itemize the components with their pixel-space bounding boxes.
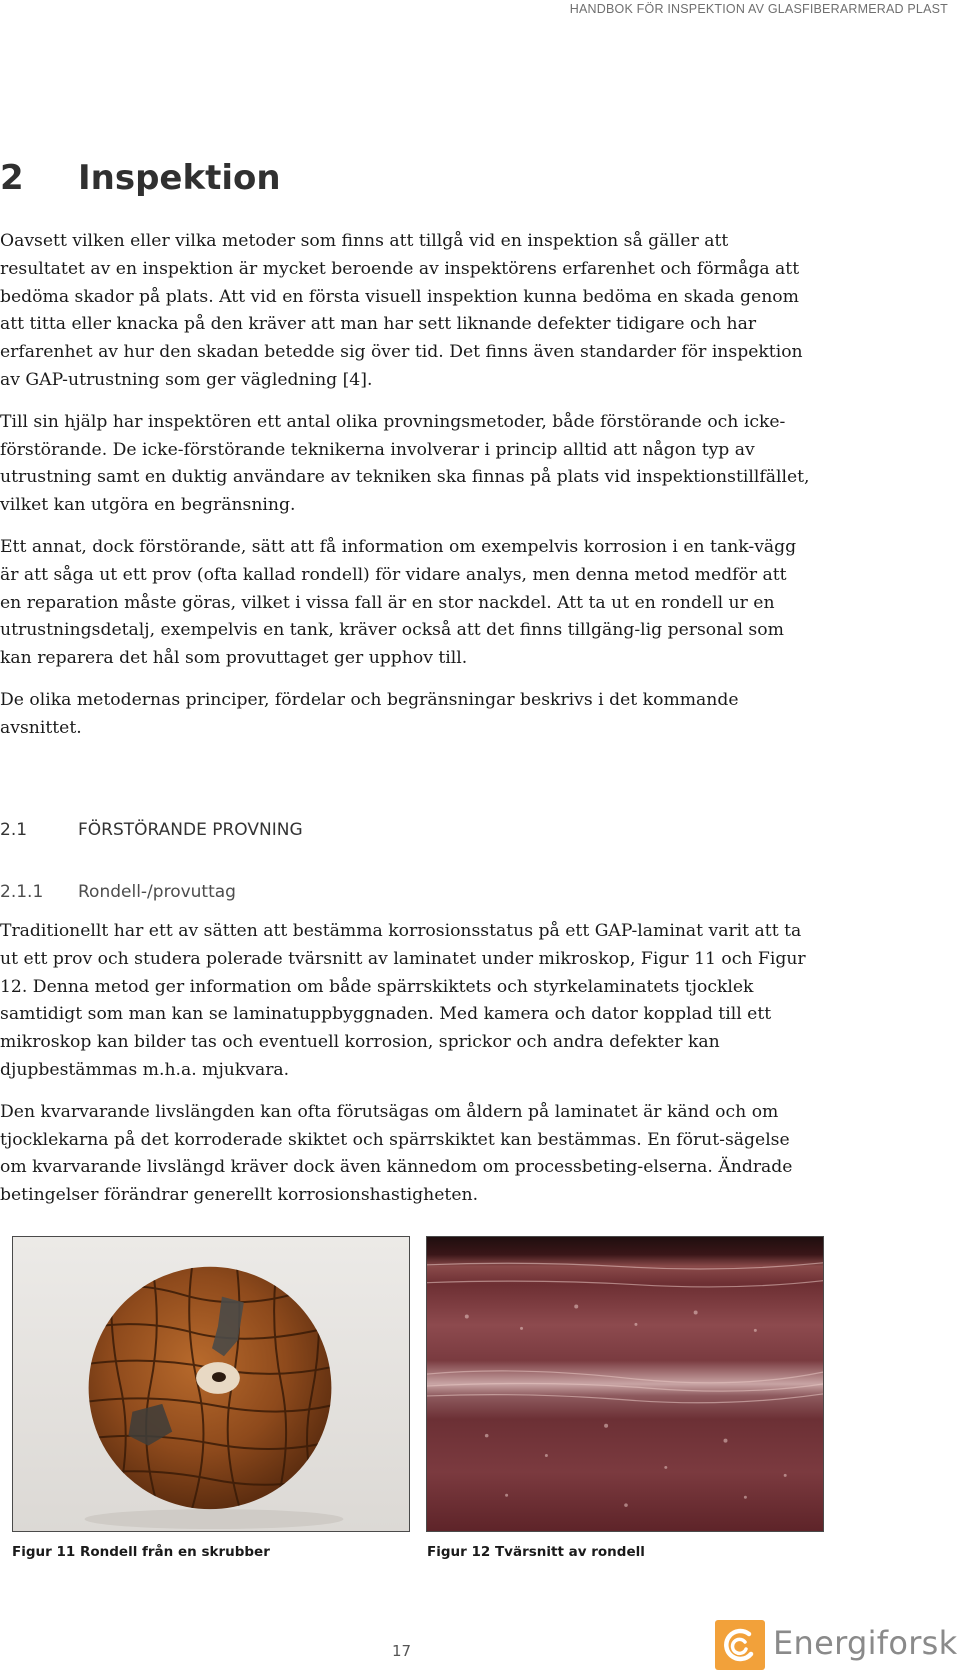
figure-11-image <box>12 1236 410 1532</box>
energiforsk-logo <box>715 1620 958 1670</box>
subsection-number: 2.1.1 <box>0 882 44 902</box>
intro-text <box>0 228 810 743</box>
figure-12-image <box>426 1236 824 1532</box>
paragraph: De olika metodernas principer, fördelar och begränsningar beskrivs i det kommande avsnittet. <box>0 689 739 738</box>
chapter-number: 2 <box>0 158 24 198</box>
cross-section-photo <box>427 1237 823 1531</box>
figure-11-caption: Figur 11 Rondell från en skrubber <box>12 1544 270 1560</box>
subsection-title: Rondell-/provuttag <box>78 882 236 902</box>
paragraph: Till sin hjälp har inspektören ett antal olika provningsmetoder, både förstörande och icke-förstörande. De icke-förstörande teknikerna involverar i princip alltid att någon typ av utrustning samt en duktig användare av tekniken ska finnas på plats vid inspektionstillfället, vilket kan utgöra en begränsning. <box>0 411 810 516</box>
subsection-heading <box>0 882 236 902</box>
energiforsk-logo-text: Energiforsk <box>773 1624 958 1662</box>
chapter-heading <box>0 158 281 198</box>
paragraph: Den kvarvarande livslängden kan ofta förutsägas om åldern på laminatet är känd och om tjocklekarna på det korroderade skiktet och spärrskiktet kan bestämmas. En förut-sägelse om kvarvarande livslängd kräver dock även kännedom om processbeting-elserna. Ändrade betingelser förändrar generellt korrosionshastigheten. <box>0 1101 793 1206</box>
rondell-photo <box>13 1237 409 1531</box>
figure-12-caption: Figur 12 Tvärsnitt av rondell <box>427 1544 645 1560</box>
section-number: 2.1 <box>0 820 28 840</box>
page-number: 17 <box>392 1642 412 1660</box>
section-title: FÖRSTÖRANDE PROVNING <box>78 820 303 840</box>
paragraph: Traditionellt har ett av sätten att bestämma korrosionsstatus på ett GAP-laminat varit att ta ut ett prov och studera polerade tvärsnitt av laminatet under mikroskop, Figur 11 och Figur 12. Denna metod ger information om både spärrskiktets och styrkelaminatets tjocklek samtidigt som man kan se laminatuppbyggnaden. Med kamera och dator kopplad till ett mikroskop kan bilder tas och eventuell korrosion, sprickor och andra defekter kan djupbestämmas m.h.a. mjukvara. <box>0 921 806 1080</box>
paragraph: Ett annat, dock förstörande, sätt att få information om exempelvis korrosion i en tank-vägg är att såga ut ett prov (ofta kallad rondell) för vidare analys, men denna metod medför att en reparation måste göras, vilket i vissa fall är en stor nackdel. Att ta ut en rondell ur en utrustningsdetalj, exempelvis en tank, kräver också att det finns tillgäng-lig personal som kan reparera det hål som provuttaget ger upphov till. <box>0 536 797 669</box>
running-header: HANDBOK FÖR INSPEKTION AV GLASFIBERARMERAD PLAST <box>569 2 948 16</box>
body-text <box>0 918 810 1210</box>
energiforsk-logo-icon <box>715 1620 765 1670</box>
section-heading <box>0 820 303 840</box>
paragraph: Oavsett vilken eller vilka metoder som finns att tillgå vid en inspektion så gäller att resultatet av en inspektion är mycket beroende av inspektörens erfarenhet och förmåga att bedöma skador på plats. Att vid en första visuell inspektion kunna bedöma en skada genom att titta eller knacka på den kräver att man har sett liknande defekter tidigare och har erfarenhet av hur den skadan betedde sig över tid. Det finns även standarder för inspektion av GAP-utrustning som ger vägledning [4]. <box>0 231 803 390</box>
chapter-title: Inspektion <box>78 158 281 198</box>
